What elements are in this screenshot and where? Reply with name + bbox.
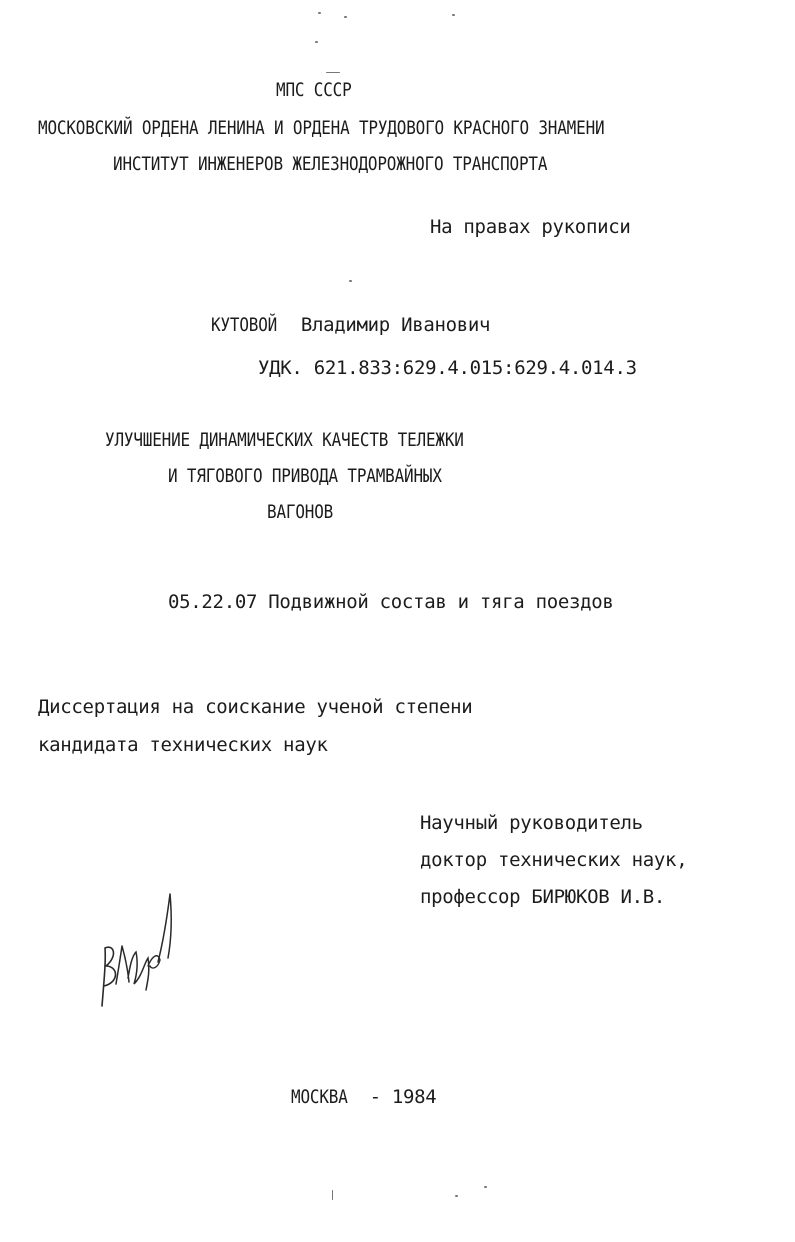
dissertation-title-line-1: УЛУЧШЕНИЕ ДИНАМИЧЕСКИХ КАЧЕСТВ ТЕЛЕЖКИ — [105, 429, 464, 451]
author-name — [211, 313, 490, 337]
specialty-code: 05.22.07 Подвижной состав и тяга поездов — [168, 591, 614, 613]
dash-separator: - — [369, 1086, 381, 1108]
dissertation-title-line-3: ВАГОНОВ — [267, 501, 334, 523]
udc-code: УДК. 621.833:629.4.015:629.4.014.3 — [258, 357, 637, 379]
handwritten-signature — [92, 886, 182, 1016]
scan-speck — [452, 14, 455, 16]
institute-line-1: МОСКОВСКИЙ ОРДЕНА ЛЕНИНА И ОРДЕНА ТРУДОВОГО КРАСНОГО ЗНАМЕНИ — [38, 117, 605, 139]
advisor-line-3: профессор БИРЮКОВ И.В. — [420, 886, 666, 908]
scan-speck — [484, 1186, 487, 1188]
scan-speck — [326, 72, 340, 73]
rights-note: На правах рукописи — [430, 216, 631, 238]
year: 1984 — [391, 1086, 437, 1108]
degree-line-2: кандидата технических наук — [38, 734, 328, 756]
advisor-line-1: Научный руководитель — [420, 812, 643, 834]
dissertation-title-line-2: И ТЯГОВОГО ПРИВОДА ТРАМВАЙНЫХ — [168, 465, 442, 487]
scan-speck — [318, 12, 321, 14]
degree-line-1: Диссертация на соискание ученой степени — [38, 696, 473, 718]
scan-speck — [315, 41, 318, 43]
author-given-names: Владимир Иванович — [300, 314, 491, 336]
author-surname: КУТОВОЙ — [211, 314, 278, 336]
scan-speck — [332, 1190, 333, 1200]
advisor-line-2: доктор технических наук, — [420, 849, 688, 871]
scan-speck — [349, 280, 352, 282]
ministry-line: МПС СССР — [276, 79, 352, 101]
scan-speck — [455, 1195, 458, 1197]
scan-speck — [344, 16, 347, 18]
city: МОСКВА — [291, 1086, 348, 1108]
city-and-year — [291, 1085, 436, 1109]
institute-line-2: ИНСТИТУТ ИНЖЕНЕРОВ ЖЕЛЕЗНОДОРОЖНОГО ТРАНСПОРТА — [113, 153, 548, 175]
